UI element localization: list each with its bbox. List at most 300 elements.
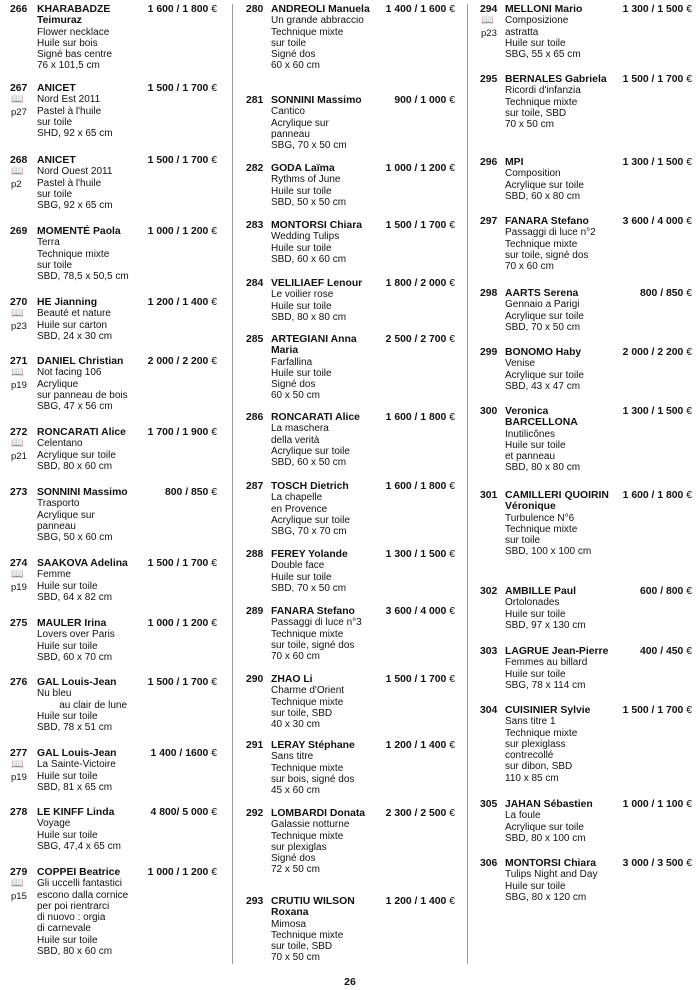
estimate-value: 1 500 / 1 700 bbox=[147, 155, 209, 166]
lot-number: 285 bbox=[246, 334, 264, 345]
lot-description-line: per poi rientrarci bbox=[37, 900, 110, 912]
lot-details bbox=[505, 705, 692, 784]
lot-description-line: SBG, 47,4 x 65 cm bbox=[37, 840, 121, 852]
lot-description-line: Trasporto bbox=[37, 498, 80, 510]
lot-description-line: SBG, 47 x 56 cm bbox=[37, 401, 113, 413]
lot-details bbox=[505, 646, 692, 691]
artist-name: AARTS Serena bbox=[505, 288, 579, 299]
currency-symbol: € bbox=[211, 487, 217, 498]
estimate-value: 1 000 / 1 200 bbox=[147, 226, 209, 237]
currency-symbol: € bbox=[449, 549, 455, 560]
lot-description-line: Ricordi d'infanzia bbox=[505, 85, 581, 97]
book-icon: 📖 bbox=[481, 15, 494, 26]
lot-description-line: Composizione bbox=[505, 15, 569, 27]
book-icon: 📖 bbox=[11, 308, 24, 319]
currency-symbol: € bbox=[686, 157, 692, 168]
lot-page-ref: p21 bbox=[11, 451, 27, 462]
estimate-value: 1 300 / 1 500 bbox=[622, 406, 684, 417]
lot-description-line: SBD, 50 x 50 cm bbox=[271, 196, 347, 208]
lot-description-line: Huile sur toile bbox=[271, 185, 332, 197]
lot-description-line: Not facing 106 bbox=[37, 367, 102, 379]
lot-number: 299 bbox=[480, 347, 498, 358]
currency-symbol: € bbox=[211, 807, 217, 818]
lot-number: 298 bbox=[480, 288, 498, 299]
artist-name: MPI bbox=[505, 157, 524, 168]
lot-number: 296 bbox=[480, 157, 498, 168]
lot-description-line: Huile sur toile bbox=[505, 880, 566, 892]
lot-number: 275 bbox=[10, 618, 28, 629]
artist-name: LERAY Stéphane bbox=[271, 740, 355, 751]
lot-number: 274 bbox=[10, 558, 28, 569]
lot-description-line: contrecollé bbox=[505, 750, 554, 762]
artist-name: RONCARATI Alice bbox=[271, 412, 360, 423]
lot-number: 283 bbox=[246, 220, 264, 231]
artist-name: MONTORSI Chiara bbox=[271, 220, 363, 231]
lot-number: 281 bbox=[246, 95, 264, 106]
lot-details bbox=[271, 808, 455, 876]
lot-description-line: Cantico bbox=[271, 106, 305, 118]
lot-number: 297 bbox=[480, 216, 498, 227]
currency-symbol: € bbox=[686, 586, 692, 597]
artist-name: MAULER Irina bbox=[37, 618, 107, 629]
book-icon: 📖 bbox=[11, 94, 24, 105]
lot-description-line: La maschera bbox=[271, 423, 329, 435]
lot-description-line: SBD, 80 x 80 cm bbox=[505, 462, 581, 474]
currency-symbol: € bbox=[686, 646, 692, 657]
artist-name: FANARA Stefano bbox=[271, 606, 355, 617]
lot-description-line: au clair de lune bbox=[37, 699, 128, 711]
lot-description-line: Farfallina bbox=[271, 356, 313, 368]
lot-details bbox=[37, 558, 217, 603]
lot-description-line: Gli uccelli fantastici bbox=[37, 878, 123, 890]
artist-name: LAGRUE Jean-Pierre bbox=[505, 646, 609, 657]
lot-number: 271 bbox=[10, 356, 28, 367]
artist-name: GODA Laïma bbox=[271, 163, 335, 174]
lot-number: 289 bbox=[246, 606, 264, 617]
artist-name: ZHAO Li bbox=[271, 674, 313, 685]
lot-description-line: SBD, 80 x 100 cm bbox=[505, 832, 586, 844]
lot-description-line: escono dalla cornice bbox=[37, 889, 129, 901]
lot-details bbox=[37, 618, 217, 663]
lot-details bbox=[271, 674, 455, 730]
currency-symbol: € bbox=[686, 288, 692, 299]
artist-name: FANARA Stefano bbox=[505, 216, 589, 227]
lot-details bbox=[37, 297, 217, 342]
estimate-value: 1 500 / 1 700 bbox=[147, 677, 209, 688]
estimate-value: 800 / 850 bbox=[639, 288, 684, 299]
lot-description-line: Voyage bbox=[37, 818, 71, 830]
lot-description-line: Galassie notturne bbox=[271, 819, 350, 831]
lot-number: 306 bbox=[480, 858, 498, 869]
lot-description-line: Venise bbox=[505, 358, 536, 370]
lot-number: 270 bbox=[10, 297, 28, 308]
artist-name: CAMILLERI QUOIRIN Véronique bbox=[505, 490, 609, 513]
currency-symbol: € bbox=[211, 226, 217, 237]
lot-page-ref: p27 bbox=[11, 107, 27, 118]
lot-description-line: SBG, 78 x 114 cm bbox=[505, 679, 586, 691]
lot-description-line: SBD, 60 x 60 cm bbox=[271, 253, 347, 265]
lot-number: 293 bbox=[246, 896, 264, 907]
lot-description-line: en Provence bbox=[271, 503, 328, 515]
estimate-value: 1 000 / 1 200 bbox=[385, 163, 447, 174]
lot-page-ref: p19 bbox=[11, 582, 27, 593]
lot-number: 300 bbox=[480, 406, 498, 417]
currency-symbol: € bbox=[211, 4, 217, 15]
artist-name: BONOMO Haby bbox=[505, 347, 582, 358]
lot-details bbox=[505, 406, 692, 474]
artist-name: MONTORSI Chiara bbox=[505, 858, 597, 869]
lot-description-line: Pastel à l'huile bbox=[37, 177, 102, 189]
lot-description-line: Technique mixte bbox=[271, 628, 344, 640]
currency-symbol: € bbox=[449, 674, 455, 685]
estimate-value: 1 200 / 1 400 bbox=[385, 896, 447, 907]
lot-description-line: SBD, 60 x 70 cm bbox=[37, 651, 113, 663]
lot-description-line: 70 x 50 cm bbox=[505, 119, 554, 131]
lot-description-line: Huile sur toile bbox=[271, 300, 332, 312]
estimate-value: 900 / 1 000 bbox=[394, 95, 447, 106]
artist-name: HE Jianning bbox=[37, 297, 98, 308]
estimate-value: 1 500 / 1 700 bbox=[147, 83, 209, 94]
lot-description-line: panneau bbox=[271, 128, 310, 140]
lot-number: 291 bbox=[246, 740, 264, 751]
lot-details bbox=[271, 481, 455, 537]
lot-description-line: Beauté et nature bbox=[37, 308, 111, 320]
estimate-value: 1 000 / 1 200 bbox=[147, 867, 209, 878]
book-icon: 📖 bbox=[11, 367, 24, 378]
currency-symbol: € bbox=[686, 799, 692, 810]
lot-description-line: La foule bbox=[505, 810, 541, 822]
lot-description-line: panneau bbox=[37, 520, 76, 532]
lot-number: 295 bbox=[480, 74, 498, 85]
lot-details bbox=[505, 288, 692, 333]
lot-number: 272 bbox=[10, 427, 28, 438]
lot-description-line: Gennaio a Parigi bbox=[505, 299, 580, 311]
lot-description-line: Ortolonades bbox=[505, 597, 560, 609]
lot-number: 266 bbox=[10, 4, 28, 15]
currency-symbol: € bbox=[211, 677, 217, 688]
lot-description-line: SBD, 80 x 60 cm bbox=[37, 946, 113, 958]
estimate-value: 3 600 / 4 000 bbox=[622, 216, 684, 227]
currency-symbol: € bbox=[449, 606, 455, 617]
lot-details bbox=[505, 4, 692, 60]
artist-name: MOMENTÉ Paola bbox=[37, 226, 121, 237]
lot-number: 292 bbox=[246, 808, 264, 819]
artist-name: ARTEGIANI Anna Maria bbox=[271, 334, 357, 357]
artist-name: COPPEI Beatrice bbox=[37, 867, 121, 878]
lot-description-line: di carnevale bbox=[37, 923, 91, 935]
lot-number: 280 bbox=[246, 4, 264, 15]
lot-description-line: SBG, 50 x 60 cm bbox=[37, 532, 113, 544]
lot-description-line: Signé bas centre bbox=[37, 49, 113, 61]
lot-number: 301 bbox=[480, 490, 498, 501]
lot-description-line: Huile sur toile bbox=[271, 571, 332, 583]
lot-details bbox=[271, 220, 455, 265]
lot-number: 269 bbox=[10, 226, 28, 237]
lot-description-line: SHD, 92 x 65 cm bbox=[37, 128, 113, 140]
lot-description-line: SBD, 100 x 100 cm bbox=[505, 546, 592, 558]
lot-description-line: Technique mixte bbox=[271, 696, 344, 708]
estimate-value: 1 500 / 1 700 bbox=[622, 74, 684, 85]
lot-description-line: 70 x 60 cm bbox=[505, 261, 554, 273]
lot-details bbox=[37, 356, 217, 412]
lot-description-line: Pastel à l'huile bbox=[37, 105, 102, 117]
currency-symbol: € bbox=[686, 858, 692, 869]
lot-description-line: SBD, 24 x 30 cm bbox=[37, 330, 113, 342]
estimate-value: 600 / 800 bbox=[639, 586, 684, 597]
currency-symbol: € bbox=[449, 412, 455, 423]
lot-description-line: Huile sur toile bbox=[271, 367, 332, 379]
lot-description-line: Huile sur toile bbox=[505, 608, 566, 620]
artist-name: LE KINFF Linda bbox=[37, 807, 115, 818]
lot-description-line: Acrylique sur toile bbox=[37, 449, 116, 461]
lot-details bbox=[271, 740, 455, 796]
lot-description-line: Technique mixte bbox=[505, 96, 578, 108]
currency-symbol: € bbox=[211, 867, 217, 878]
estimate-value: 1 700 / 1 900 bbox=[147, 427, 209, 438]
lot-details bbox=[271, 606, 455, 662]
lot-description-line: Technique mixte bbox=[271, 26, 344, 38]
lot-description-line: La chapelle bbox=[271, 492, 323, 504]
lot-description-line: Acrylique sur toile bbox=[505, 821, 584, 833]
lot-description-line: SBD, 64 x 82 cm bbox=[37, 591, 113, 603]
lot-number: 288 bbox=[246, 549, 264, 560]
lot-number: 304 bbox=[480, 705, 498, 716]
lot-number: 302 bbox=[480, 586, 498, 597]
lot-details bbox=[37, 677, 217, 733]
lot-description-line: 110 x 85 cm bbox=[505, 772, 559, 784]
currency-symbol: € bbox=[211, 748, 217, 759]
estimate-value: 1 000 / 1 200 bbox=[147, 618, 209, 629]
estimate-value: 1 500 / 1 700 bbox=[622, 705, 684, 716]
lot-description-line: 60 x 60 cm bbox=[271, 60, 320, 72]
lot-description-line: 76 x 101,5 cm bbox=[37, 60, 100, 72]
lot-description-line: Nord Est 2011 bbox=[37, 94, 101, 106]
lot-details bbox=[271, 334, 455, 402]
lot-description-line: Acrylique bbox=[37, 378, 79, 390]
lot-description-line: SBD, 70 x 50 cm bbox=[505, 321, 581, 333]
lot-description-line: SBG, 55 x 65 cm bbox=[505, 49, 581, 61]
lot-description-line: Passaggi di luce n°2 bbox=[505, 227, 596, 239]
lot-description-line: Tulips Night and Day bbox=[505, 869, 598, 881]
lot-description-line: sur toile bbox=[37, 259, 73, 271]
lot-description-line: Sans titre 1 bbox=[505, 716, 556, 728]
currency-symbol: € bbox=[211, 297, 217, 308]
lot-description-line: SBD, 80 x 80 cm bbox=[271, 311, 347, 323]
currency-symbol: € bbox=[211, 356, 217, 367]
estimate-value: 1 600 / 1 800 bbox=[147, 4, 209, 15]
lot-description-line: Acrylique sur toile bbox=[271, 445, 350, 457]
lot-number: 305 bbox=[480, 799, 498, 810]
lot-details bbox=[271, 163, 455, 208]
lot-description-line: sur toile bbox=[505, 535, 541, 547]
lot-description-line: Nu bleu bbox=[37, 688, 72, 700]
estimate-value: 2 300 / 2 500 bbox=[385, 808, 447, 819]
lot-number: 286 bbox=[246, 412, 264, 423]
lot-description-line: Mimosa bbox=[271, 918, 307, 930]
lot-description-line: Huile sur toile bbox=[37, 580, 98, 592]
lot-description-line: della verità bbox=[271, 434, 320, 446]
lot-description-line: SBG, 80 x 120 cm bbox=[505, 891, 587, 903]
currency-symbol: € bbox=[449, 163, 455, 174]
lot-description-line: Lovers over Paris bbox=[37, 629, 115, 641]
lot-description-line: SBD, 60 x 50 cm bbox=[271, 457, 347, 469]
estimate-value: 2 500 / 2 700 bbox=[385, 334, 447, 345]
lot-description-line: 60 x 50 cm bbox=[271, 390, 320, 402]
lot-description-line: 72 x 50 cm bbox=[271, 864, 320, 876]
lot-description-line: Signé dos bbox=[271, 853, 316, 865]
lot-description-line: Charme d'Orient bbox=[271, 685, 345, 697]
lot-details bbox=[505, 858, 692, 903]
lot-description-line: Le voilier rose bbox=[271, 289, 334, 301]
lot-description-line: SBD, 78 x 51 cm bbox=[37, 722, 113, 734]
lot-number: 267 bbox=[10, 83, 28, 94]
lot-description-line: Huile sur toile bbox=[37, 770, 98, 782]
lot-details bbox=[505, 347, 692, 392]
currency-symbol: € bbox=[686, 406, 692, 417]
lot-details bbox=[37, 867, 217, 957]
lot-description-line: sur plexiglass bbox=[505, 738, 566, 750]
currency-symbol: € bbox=[449, 334, 455, 345]
lot-number: 282 bbox=[246, 163, 264, 174]
currency-symbol: € bbox=[211, 618, 217, 629]
lot-number: 294 bbox=[480, 4, 498, 15]
artist-name: DANIEL Christian bbox=[37, 356, 124, 367]
lot-description-line: Huile sur toile bbox=[37, 934, 98, 946]
book-icon: 📖 bbox=[11, 569, 24, 580]
lot-details bbox=[505, 74, 692, 130]
lot-description-line: 45 x 60 cm bbox=[271, 785, 320, 797]
column-divider bbox=[232, 4, 233, 964]
lot-description-line: Acrylique sur toile bbox=[505, 179, 584, 191]
estimate-value: 3 600 / 4 000 bbox=[385, 606, 447, 617]
artist-name: BERNALES Gabriela bbox=[505, 74, 607, 85]
currency-symbol: € bbox=[449, 4, 455, 15]
estimate-value: 1 200 / 1 400 bbox=[147, 297, 209, 308]
lot-description-line: SBD, 80 x 60 cm bbox=[37, 460, 113, 472]
lot-details bbox=[271, 278, 455, 323]
lot-description-line: Sans titre bbox=[271, 751, 314, 763]
lot-description-line: Acrylique sur bbox=[271, 117, 329, 129]
artist-name: FEREY Yolande bbox=[271, 549, 348, 560]
lot-description-line: Acrylique sur bbox=[37, 509, 95, 521]
lot-number: 279 bbox=[10, 867, 28, 878]
currency-symbol: € bbox=[449, 740, 455, 751]
lot-description-line: sur toile, signé dos bbox=[271, 639, 355, 651]
lot-details bbox=[505, 490, 692, 558]
lot-description-line: Acrylique sur toile bbox=[505, 310, 584, 322]
lot-description-line: sur toile bbox=[37, 188, 73, 200]
lot-details bbox=[37, 155, 217, 211]
artist-name: ANDREOLI Manuela bbox=[271, 4, 370, 15]
lot-details bbox=[271, 4, 455, 72]
estimate-value: 1 000 / 1 100 bbox=[622, 799, 684, 810]
lot-description-line: SBD, 97 x 130 cm bbox=[505, 619, 586, 631]
estimate-value: 3 000 / 3 500 bbox=[622, 858, 684, 869]
lot-description-line: Wedding Tulips bbox=[271, 231, 340, 243]
lot-description-line: sur toile, SBD bbox=[271, 707, 333, 719]
lot-details bbox=[505, 586, 692, 631]
lot-description-line: Technique mixte bbox=[271, 929, 344, 941]
artist-name: Veronica BARCELLONA bbox=[505, 406, 578, 429]
lot-description-line: sur toile, signé dos bbox=[505, 249, 589, 261]
lot-description-line: sur toile, SBD bbox=[505, 107, 567, 119]
lot-description-line: Huile sur toile bbox=[37, 829, 98, 841]
artist-name: GAL Louis-Jean bbox=[37, 677, 117, 688]
lot-number: 278 bbox=[10, 807, 28, 818]
currency-symbol: € bbox=[449, 220, 455, 231]
lot-description-line: Huile sur toile bbox=[505, 668, 566, 680]
lot-description-line: 70 x 50 cm bbox=[271, 952, 320, 964]
estimate-value: 2 000 / 2 200 bbox=[147, 356, 209, 367]
estimate-value: 1 200 / 1 400 bbox=[385, 740, 447, 751]
lot-description-line: di nuovo : orgia bbox=[37, 912, 106, 924]
lot-description-line: Huile sur toile bbox=[271, 242, 332, 254]
lot-page-ref: p19 bbox=[11, 772, 27, 783]
lot-page-ref: p23 bbox=[11, 321, 27, 332]
lot-description-line: Signé dos bbox=[271, 49, 316, 61]
lot-description-line: Technique mixte bbox=[37, 248, 110, 260]
lot-description-line: Signé dos bbox=[271, 379, 316, 391]
lot-description-line: sur bois, signé dos bbox=[271, 773, 355, 785]
currency-symbol: € bbox=[449, 896, 455, 907]
lot-page-ref: p15 bbox=[11, 891, 27, 902]
lot-description-line: sur dibon, SBD bbox=[505, 761, 573, 773]
lot-details bbox=[505, 799, 692, 844]
currency-symbol: € bbox=[449, 278, 455, 289]
lot-description-line: Technique mixte bbox=[505, 238, 578, 250]
lot-description-line: Technique mixte bbox=[271, 762, 344, 774]
lot-description-line: sur toile bbox=[271, 37, 307, 49]
lot-details bbox=[271, 896, 455, 964]
lot-description-line: Nord Ouest 2011 bbox=[37, 166, 113, 178]
artist-name: VELILIAEF Lenour bbox=[271, 278, 363, 289]
lot-description-line: Celentano bbox=[37, 438, 83, 450]
lot-details bbox=[37, 4, 217, 72]
lot-description-line: Technique mixte bbox=[505, 727, 578, 739]
artist-name: ANICET bbox=[37, 83, 76, 94]
book-icon: 📖 bbox=[11, 438, 24, 449]
estimate-value: 1 500 / 1 700 bbox=[385, 674, 447, 685]
artist-name: KHARABADZE Teimuraz bbox=[37, 4, 111, 27]
artist-name: SONNINI Massimo bbox=[271, 95, 362, 106]
artist-name: SAAKOVA Adelina bbox=[37, 558, 128, 569]
artist-name: GAL Louis-Jean bbox=[37, 748, 117, 759]
estimate-value: 1 500 / 1 700 bbox=[385, 220, 447, 231]
estimate-value: 800 / 850 bbox=[164, 487, 209, 498]
lot-details bbox=[37, 748, 217, 793]
lot-page-ref: p19 bbox=[11, 380, 27, 391]
lot-description-line: Huile sur toile bbox=[37, 710, 98, 722]
lot-details bbox=[505, 157, 692, 202]
artist-name: AMBILLE Paul bbox=[505, 586, 577, 597]
currency-symbol: € bbox=[211, 427, 217, 438]
lot-number: 287 bbox=[246, 481, 264, 492]
artist-name: JAHAN Sébastien bbox=[505, 799, 593, 810]
lot-description-line: Huile sur toile bbox=[37, 640, 98, 652]
lot-description-line: SBD, 81 x 65 cm bbox=[37, 781, 113, 793]
lot-details bbox=[271, 95, 455, 151]
lot-description-line: SBG, 70 x 70 cm bbox=[271, 526, 347, 538]
lot-description-line: Inutilicônes bbox=[505, 428, 556, 440]
lot-description-line: astratta bbox=[505, 26, 539, 38]
lot-description-line: SBG, 92 x 65 cm bbox=[37, 200, 113, 212]
currency-symbol: € bbox=[686, 216, 692, 227]
estimate-value: 1 300 / 1 500 bbox=[385, 549, 447, 560]
lot-number: 268 bbox=[10, 155, 28, 166]
lot-description-line: SBG, 70 x 50 cm bbox=[271, 140, 347, 152]
lot-description-line: sur plexiglas bbox=[271, 841, 327, 853]
currency-symbol: € bbox=[686, 74, 692, 85]
